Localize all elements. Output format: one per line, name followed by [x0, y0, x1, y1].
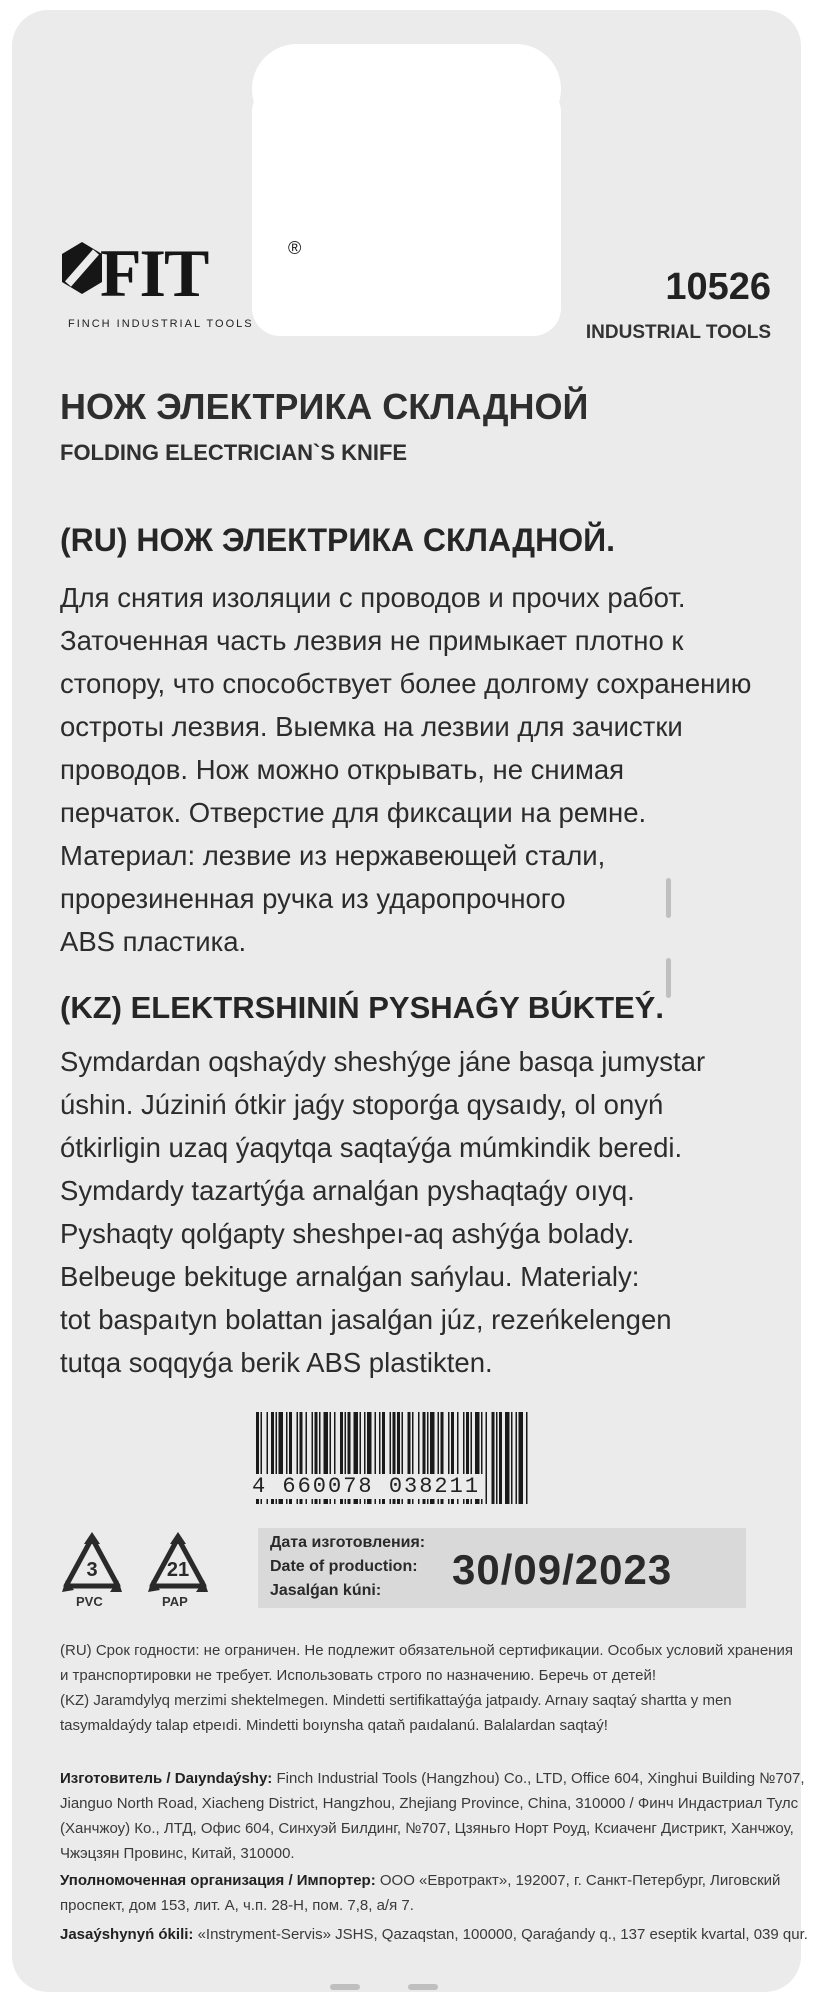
recycle-code-pvc: 3	[86, 1559, 98, 1581]
ru-line: Заточенная часть лезвия не примыкает плотно к	[60, 625, 684, 656]
ru-line: Для снятия изоляции с проводов и прочих работ.	[60, 582, 686, 613]
kz-heading: (KZ) ELEKTRSHINIŃ PYSHAǴY BÚKTEÝ.	[60, 990, 664, 1025]
registered-mark: ®	[288, 238, 302, 258]
storage-notes	[60, 1638, 793, 1738]
kz-line: tutqa soqqyǵa berik ABS plastikten.	[60, 1347, 493, 1378]
kz-line: Pyshaqty qolǵapty sheshpeı-aq ashýǵa bolady.	[60, 1218, 635, 1249]
barcode-bar	[499, 1412, 502, 1504]
kz-line: Belbeuge bekituge arnalǵan sańylau. Materialy:	[60, 1261, 640, 1292]
ru-line: проводов. Нож можно открывать, не снимая	[60, 754, 625, 785]
manufacturer-line: Jianguo North Road, Xiacheng District, Hangzhou, Zhejiang Province, China, 310000 / Финч Индастриал Тулс	[60, 1795, 799, 1812]
ru-line: остроты лезвия. Выемка на лезвии для зачистки	[60, 711, 683, 742]
ru-line: перчаток. Отверстие для фиксации на ремне.	[60, 797, 647, 828]
importer-info	[60, 1868, 781, 1918]
product-title-en: FOLDING ELECTRICIAN`S KNIFE	[60, 440, 408, 465]
kz-rep-text: «Instryment-Servis» JSHS, Qazaqstan, 100000, Qaraǵandy q., 137 eseptik kvartal, 039 qur.	[197, 1926, 808, 1943]
production-label-en: Date of production:	[270, 1558, 418, 1575]
kz-line: úshin. Júziniń ótkir jaǵy stoporǵa qysaıdy, ol onyń	[60, 1089, 664, 1120]
barcode-bar	[516, 1412, 518, 1504]
hexagon-wrench-icon	[60, 240, 104, 296]
kz-line: Symdardan oqshaýdy sheshýge jáne basqa jumystar	[60, 1046, 706, 1077]
importer-line: проспект, дом 153, лит. А, ч.п. 28-Н, пом. 7,8, а/я 7.	[60, 1897, 414, 1914]
manufacturer-label: Изготовитель / Daıyndaýshy:	[60, 1770, 273, 1787]
kz-representative	[60, 1922, 808, 1947]
recycle-code-pap: 21	[166, 1559, 190, 1581]
product-category: INDUSTRIAL TOOLS	[585, 322, 771, 343]
brand-logo	[60, 235, 310, 340]
product-title-ru: НОЖ ЭЛЕКТРИКА СКЛАДНОЙ	[60, 386, 589, 427]
package-slot	[666, 958, 671, 998]
kz-description	[60, 1040, 770, 1384]
ru-line: стопору, что способствует более долгому сохранению	[60, 668, 752, 699]
ru-heading: (RU) НОЖ ЭЛЕКТРИКА СКЛАДНОЙ.	[60, 522, 615, 558]
importer-label: Уполномоченная организация / Импортер:	[60, 1872, 376, 1889]
production-label-kz: Jasalǵan kúni:	[270, 1582, 382, 1599]
recycle-label-pvc: PVC	[76, 1594, 103, 1609]
barcode-number: 4 660078 038211	[248, 1474, 484, 1499]
note-kz-line: tasymaldaýdy talap etpeıdi. Mindetti boıynsha qataň paıdalanú. Balalardan saqtaý!	[60, 1717, 608, 1734]
ru-line: Материал: лезвие из нержавеющей стали,	[60, 840, 606, 871]
note-ru-line: и транспортировки не требует. Использовать строго по назначению. Беречь от детей!	[60, 1667, 657, 1684]
barcode-bar	[511, 1412, 513, 1504]
manufacturer-line: Чжэцзян Провинс, Китай, 310000.	[60, 1845, 295, 1862]
manufacturer-line: Finch Industrial Tools (Hangzhou) Co., LTD, Office 604, Xinghui Building №707,	[276, 1770, 805, 1787]
production-date: 30/09/2023	[452, 1546, 673, 1593]
brand-tagline: FINCH INDUSTRIAL TOOLS	[68, 318, 254, 330]
barcode-bar	[505, 1412, 510, 1504]
ru-line: прорезиненная ручка из ударопрочного	[60, 883, 566, 914]
manufacturer-line: (Ханчжоу) Ко., ЛТД, Офис 604, Синхуэй Билдинг, №707, Цзяньго Норт Роуд, Ксиаченг Дистрикт, Ханчжоу,	[60, 1820, 794, 1837]
ru-description	[60, 576, 760, 963]
barcode-bar	[486, 1412, 488, 1504]
kz-line: Symdardy tazartýǵa arnalǵan pyshaqtaǵy oıyq.	[60, 1175, 635, 1206]
package-slot	[408, 1984, 438, 1990]
kz-line: ótkirligin uzaq ýaqytqa saqtaýǵa múmkindik beredi.	[60, 1132, 683, 1163]
recycle-label-pap: PAP	[162, 1594, 188, 1609]
note-kz-line: (KZ) Jaramdylyq merzimi shektelmegen. Mindetti sertifikattaýǵa jatpaıdy. Arnaıy saqtaý shartta y men	[60, 1692, 732, 1709]
barcode-bar	[492, 1412, 495, 1504]
production-label-ru: Дата изготовления:	[270, 1534, 426, 1551]
barcode-bar	[496, 1412, 498, 1504]
kz-rep-label: Jasaýshynyń ókili:	[60, 1926, 194, 1943]
manufacturer-info	[60, 1766, 805, 1866]
brand-name: FIT	[100, 235, 208, 311]
barcode-bar	[519, 1412, 524, 1504]
barcode-bar	[526, 1412, 528, 1504]
importer-line: ООО «Евротракт», 192007, г. Санкт-Петербург, Лиговский	[379, 1872, 781, 1889]
product-code: 10526	[665, 266, 771, 308]
package-slot	[330, 1984, 360, 1990]
ru-line: ABS пластика.	[60, 926, 247, 957]
kz-line: tot baspaıtyn bolattan jasalǵan júz, rezeńkelengen	[60, 1304, 672, 1335]
package-slot	[666, 878, 671, 918]
note-ru-line: (RU) Срок годности: не ограничен. Не подлежит обязательной сертификации. Особых условий хранения	[60, 1642, 793, 1659]
